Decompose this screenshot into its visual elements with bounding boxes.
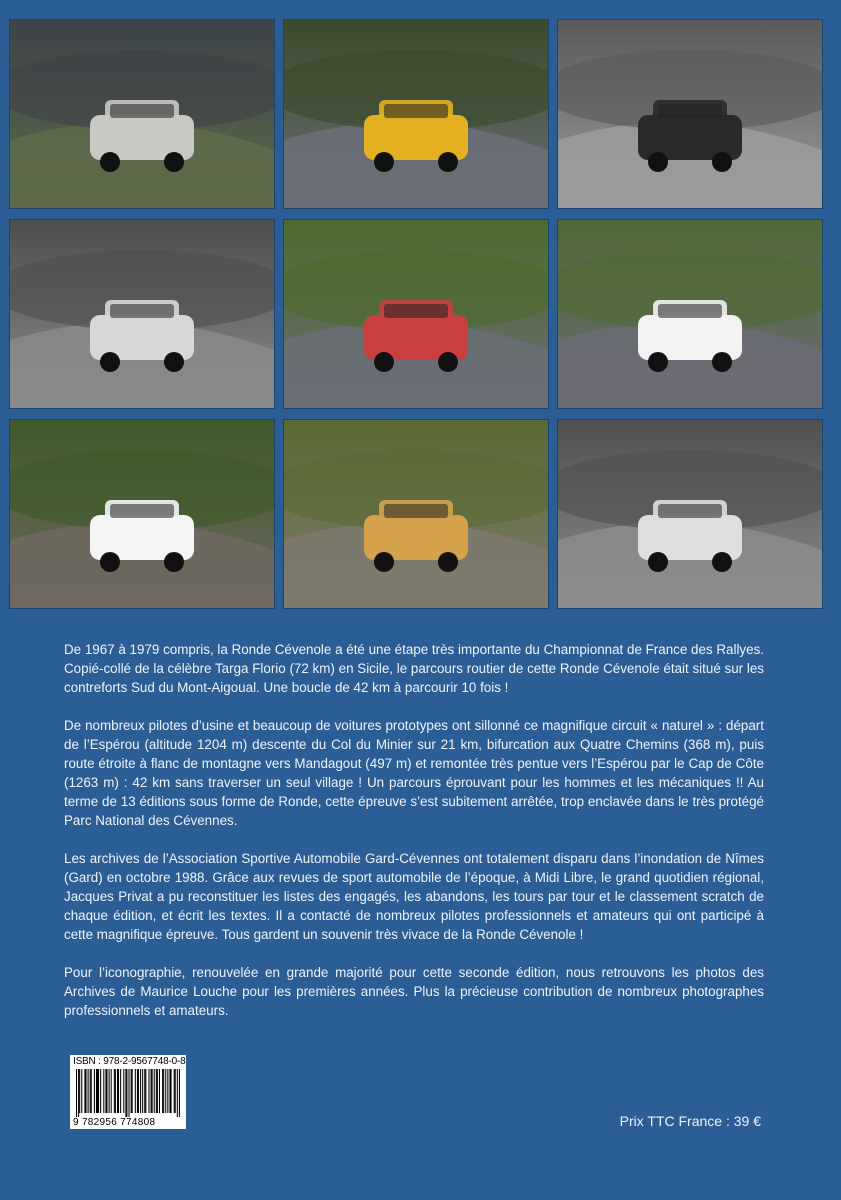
paragraph-iconography: Pour l’iconographie, renouvelée en grande majorité pour cette seconde édition, nous retrouvons les photos des Archives de Maurice Louche pour les premières années. Plus la précieuse contribution de nombreux photographes professionnels et amateurs. <box>64 965 764 1018</box>
isbn-barcode <box>70 1055 186 1129</box>
barcode-bar <box>159 1069 160 1113</box>
barcode-bar <box>117 1069 118 1113</box>
barcode-bar <box>115 1069 116 1113</box>
barcode-bar <box>165 1069 166 1113</box>
barcode-bar <box>109 1069 110 1113</box>
barcode-bar <box>78 1069 79 1117</box>
barcode-bar <box>114 1069 115 1113</box>
barcode-bar <box>157 1069 158 1113</box>
photo-yellow-opel-commodore <box>283 419 549 609</box>
barcode-bar <box>129 1069 130 1117</box>
barcode-bar <box>98 1069 99 1113</box>
photo-bw-opel-kadett <box>9 219 275 409</box>
barcode-bar <box>125 1069 126 1117</box>
isbn-label: ISBN : 978-2-9567748-0-8 <box>73 1056 186 1067</box>
price-label: Prix TTC France : 39 € <box>619 1113 761 1129</box>
barcode-bar <box>137 1069 138 1113</box>
barcode-bar <box>174 1069 175 1113</box>
paragraph-history: De 1967 à 1979 compris, la Ronde Cévenole a été une étape très importante du Championnat de France des Rallyes. Copié-collé de la célèbre Targa Florio (72 km) en Sicile, le parcours routier de cette Ronde Cévenole était situé sur les contreforts Sud du Mont-Aigoual. Une boucle de 42 km à parcourir 10 fois ! <box>64 642 764 695</box>
barcode-digits: 9 782956 774808 <box>73 1117 156 1128</box>
barcode-bar <box>105 1069 106 1113</box>
barcode-bar <box>131 1069 132 1113</box>
barcode-bar <box>179 1069 180 1117</box>
barcode-bar <box>140 1069 141 1113</box>
barcode-bar <box>84 1069 85 1113</box>
barcode-bar <box>79 1069 80 1113</box>
car-illustration <box>558 220 822 408</box>
photo-porsche-911-mintex <box>557 219 823 409</box>
barcode-bar <box>171 1069 172 1113</box>
barcode-bar <box>85 1069 86 1113</box>
barcode-bar <box>154 1069 155 1113</box>
barcode-bar <box>151 1069 152 1113</box>
barcode-bar <box>126 1069 127 1117</box>
barcode-bar <box>91 1069 92 1113</box>
photo-bw-ford-escort <box>557 419 823 609</box>
photo-white-prototype-hairpin <box>9 19 275 209</box>
back-cover-text <box>64 640 764 1039</box>
car-illustration <box>558 420 822 608</box>
photo-simca-rallye-64 <box>9 419 275 609</box>
barcode-bar <box>118 1069 119 1113</box>
barcode-bar <box>120 1069 121 1113</box>
barcode-bar <box>163 1069 164 1113</box>
barcode-bar <box>90 1069 91 1113</box>
barcode-bar <box>88 1069 89 1113</box>
barcode-bar <box>142 1069 143 1113</box>
barcode-bar <box>132 1069 133 1113</box>
barcode-bar <box>145 1069 146 1113</box>
car-illustration <box>10 20 274 208</box>
barcode-bar <box>138 1069 139 1113</box>
barcode-bar <box>100 1069 101 1113</box>
photo-bw-alpine-a110 <box>557 19 823 209</box>
car-illustration <box>10 220 274 408</box>
barcode-bar <box>162 1069 163 1113</box>
barcode-bar <box>156 1069 157 1113</box>
barcode-bar <box>94 1069 95 1113</box>
barcode-bar <box>103 1069 104 1113</box>
photo-yellow-alpine-racer <box>283 19 549 209</box>
barcode-bar <box>76 1069 77 1117</box>
car-illustration <box>284 20 548 208</box>
barcode-bar <box>144 1069 145 1113</box>
barcode-bar <box>81 1069 82 1113</box>
paragraph-archives: Les archives de l’Association Sportive Automobile Gard-Cévennes ont totalement disparu dans l’inondation de Nîmes (Gard) en octobre 1988. Grâce aux revues de sport automobile de l’époque, à Midi Libre, le grand quotidien régional, Jacques Privat a pu reconstituer les listes des engagés, les abandons, les tours par tour et le classement scratch de chaque édition, et écrit les textes. Il a contacté de nombreux pilotes professionnels et amateurs qui ont participé à cette magnifique épreuve. Tous gardent un souvenir très vivace de la Ronde Cévenole ! <box>64 851 764 942</box>
car-illustration <box>10 420 274 608</box>
car-illustration <box>284 220 548 408</box>
barcode-bar <box>167 1069 168 1113</box>
photo-red-fiat-124 <box>283 219 549 409</box>
barcode-bar <box>135 1069 136 1113</box>
paragraph-circuit: De nombreux pilotes d’usine et beaucoup de voitures prototypes ont sillonné ce magnifique circuit « naturel » : départ de l’Espérou (altitude 1204 m) descente du Col du Minier sur 21 km, bifurcation aux Quatre Chemins (368 m), puis route étroite à flanc de montagne vers Mandagout (497 m) et remontée très pentue vers l’Espérou par le Cap de Côte (1263 m) : 42 km sans traverser un seul village ! Un parcours éprouvant pour les hommes et les mécaniques !! Au terme de 13 éditions sous forme de Ronde, cette épreuve s’est subitement arrêtée, trop enclavée dans le très protégé Parc National des Cévennes. <box>64 718 764 828</box>
car-illustration <box>284 420 548 608</box>
barcode-bar <box>111 1069 112 1113</box>
barcode-bar <box>175 1069 176 1113</box>
barcode-bar <box>123 1069 124 1113</box>
barcode-bar <box>177 1069 178 1117</box>
barcode-bar <box>106 1069 107 1113</box>
car-illustration <box>558 20 822 208</box>
barcode-bar <box>96 1069 97 1113</box>
barcode-bar <box>148 1069 149 1113</box>
barcode-bar <box>169 1069 170 1113</box>
barcode-bar <box>152 1069 153 1113</box>
barcode-bar <box>97 1069 98 1113</box>
